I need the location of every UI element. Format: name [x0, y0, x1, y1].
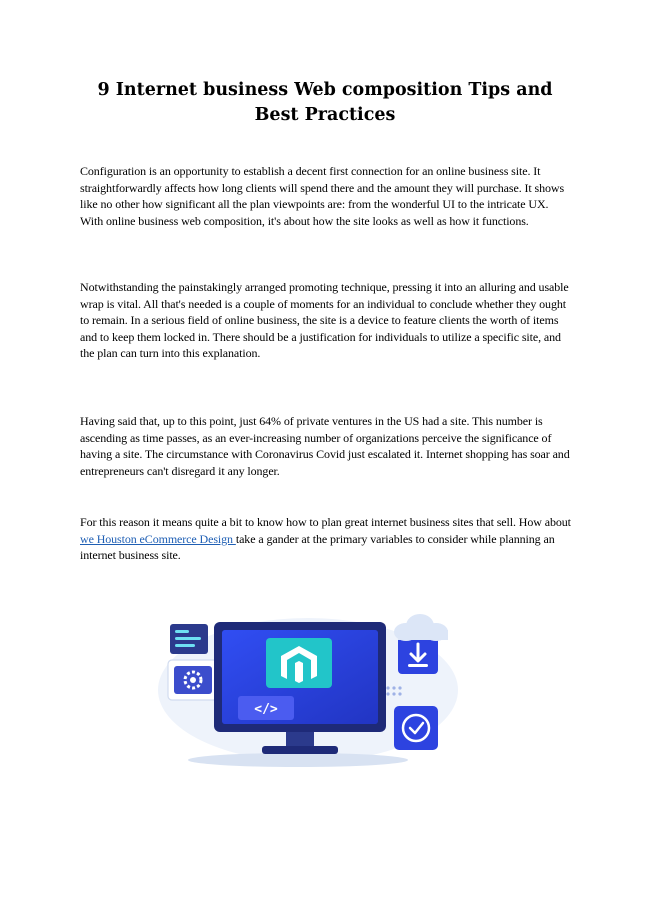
page-title: 9 Internet business Web composition Tips and Best Practices: [97, 80, 553, 125]
code-panel-icon: [170, 624, 208, 654]
code-icon: [238, 696, 294, 720]
magento-logo-icon: [266, 638, 332, 688]
paragraph-4: [80, 514, 572, 564]
ecommerce-illustration: [148, 610, 478, 770]
gear-icon: [168, 660, 218, 700]
paragraph-1: Configuration is an opportunity to establish a decent first connection for an online business site. It straightforwardly affects how long clients will spend there and the amount they will purchase. It shows like no other how significant all the plan viewpoints are: from the wonderful UI to the intricate UX. With online business web composition, it's about how the site looks as well as how it functions.: [80, 164, 565, 228]
houston-ecommerce-design-link[interactable]: we Houston eCommerce Design: [80, 531, 236, 546]
paragraph-4-text-after: take a gander at the primary variables to consider while planning an internet business site.: [80, 531, 555, 563]
paragraph-2: Notwithstanding the painstakingly arranged promoting technique, pressing it into an alluring and usable wrap is vital. All that's needed is a couple of moments for an individual to conclude whether they ought to remain. In a serious field of online business, the site is a device to feature clients the worth of items and to keep them locked in. There should be a justification for individuals to utilize a specific site, and the plan can turn into this explanation.: [80, 280, 569, 361]
paragraph-3: Having said that, up to this point, just 64% of private ventures in the US had a site. This number is ascending as time passes, as an ever-increasing number of organizations perceive the significance of having a site. The circumstance with Coronavirus Covid just escalated it. Internet shopping has soar and entrepreneurs can't disregard it any longer.: [80, 414, 570, 478]
code-symbol: </>: [254, 702, 278, 717]
monitor-shadow: [188, 753, 408, 767]
paragraph-4-text-before: For this reason it means quite a bit to know how to plan great internet business sites that sell. How about: [80, 515, 571, 529]
clock-icon: [394, 706, 438, 750]
